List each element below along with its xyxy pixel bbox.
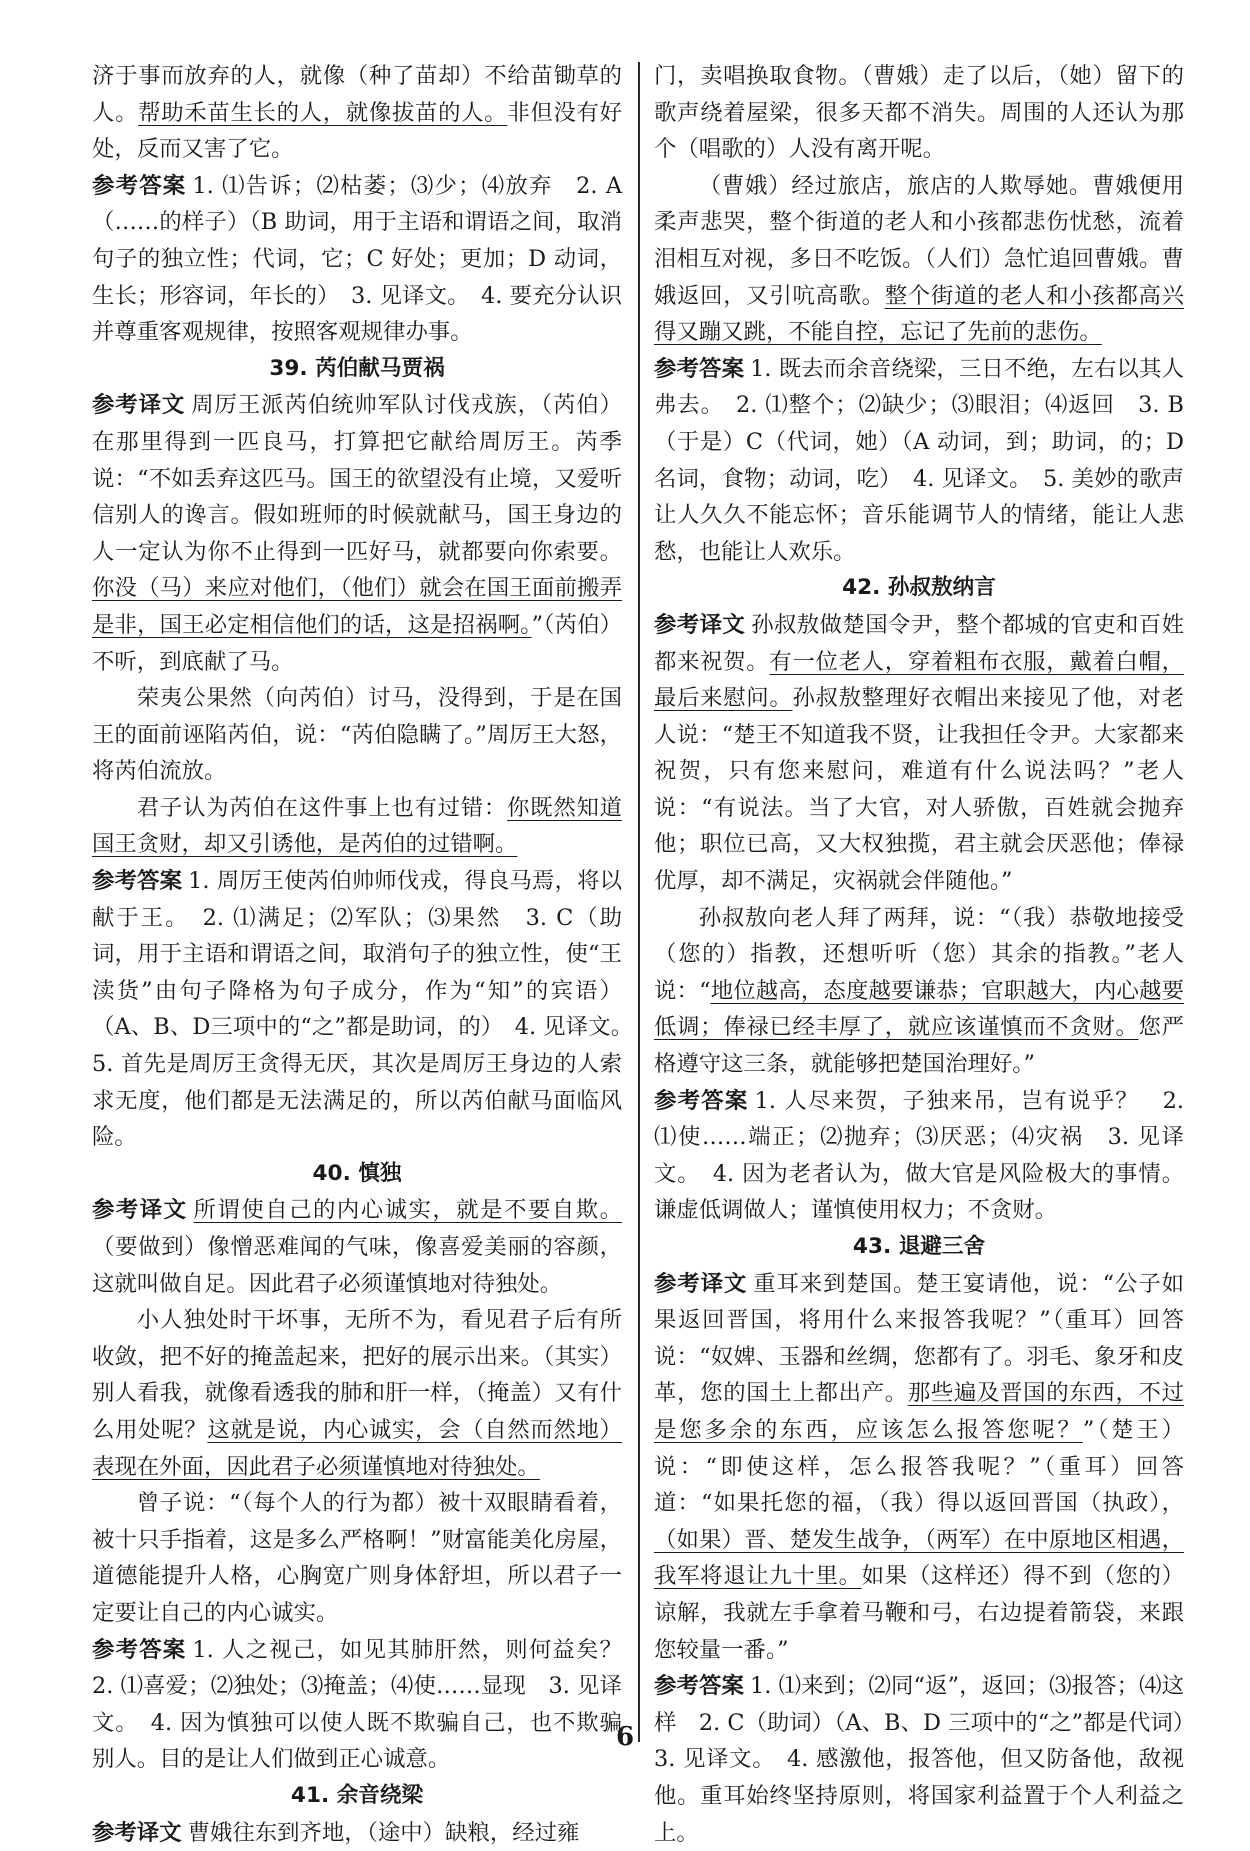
page-number: 6	[0, 1722, 1250, 1752]
section-title-40: 40. 慎独	[92, 1156, 622, 1193]
paragraph: （曹娥）经过旅店，旅店的人欺辱她。曹娥便用柔声悲哭，整个街道的老人和小孩都悲伤忧愁，流着泪相互对视，多日不吃饭。（人们）急忙追回曹娥。曹娥返回，又引吭高歌。整个街道的老人和小孩都高兴得又蹦又跳，不能自控，忘记了先前的悲伤。	[654, 168, 1184, 351]
right-column	[654, 58, 1184, 1851]
column-divider	[638, 62, 640, 1742]
translation-block: 参考译文 周厉王派芮伯统帅军队讨伐戎族，（芮伯）在那里得到一匹良马，打算把它献给周厉王。芮季说：“不如丢弃这匹马。国王的欲望没有止境，又爱听信别人的谗言。假如班师的时候就献马，国王身边的人一定认为你不止得到一匹好马，就都要向你索要。你没（马）来应对他们，（他们）就会在国王面前搬弄是非，国王必定相信他们的话，这是招祸啊。”（芮伯）不听，到底献了马。	[92, 387, 622, 680]
answer-block: 参考答案 1. 周厉王使芮伯帅师伐戎，得良马焉，将以献于王。 2. ⑴满足；⑵军队；⑶果然 3. C（助词，用于主语和谓语之间，取消句子的独立性，使“王渎货”由句子降格为句子成分，作为“知”的宾语）（A、B、D三项中的“之”都是助词，的） 4. 见译文。 5. 首先是周厉王贪得无厌，其次是周厉王身边的人索求无度，他们都是无法满足的，所以芮伯献马面临风险。	[92, 863, 622, 1156]
translation-block: 参考译文 孙叔敖做楚国令尹，整个都城的官吏和百姓都来祝贺。有一位老人，穿着粗布衣服，戴着白帽，最后来慰问。孙叔敖整理好衣帽出来接见了他，对老人说：“楚王不知道我不贤，让我担任令尹。大家都来祝贺，只有您来慰问，难道有什么说法吗？”老人说：“有说法。当了大官，对人骄傲，百姓就会抛弃他；职位已高，又大权独揽，君主就会厌恶他；俸禄优厚，却不满足，灾祸就会伴随他。”	[654, 607, 1184, 900]
paragraph: 门，卖唱换取食物。（曹娥）走了以后，（她）留下的歌声绕着屋梁，很多天都不消失。周围的人还认为那个（唱歌的）人没有离开呢。	[654, 58, 1184, 168]
answer-block: 参考答案 1. 既去而余音绕梁，三日不绝，左右以其人弗去。 2. ⑴整个；⑵缺少；⑶眼泪；⑷返回 3. B（于是）C（代词，她）（A 动词，到；助词，的；D 名词，食物；动词，吃） 4. 见译文。 5. 美妙的歌声让人久久不能忘怀；音乐能调节人的情绪，能让人悲愁，也能让人欢乐。	[654, 351, 1184, 571]
paragraph: 曾子说：“（每个人的行为都）被十双眼睛看着，被十只手指着，这是多么严格啊！”财富能美化房屋，道德能提升人格，心胸宽广则身体舒坦，所以君子一定要让自己的内心诚实。	[92, 1485, 622, 1631]
continued-translation: 济于事而放弃的人，就像（种了苗却）不给苗锄草的人。帮助禾苗生长的人，就像拔苗的人。非但没有好处，反而又害了它。	[92, 58, 622, 168]
translation-block: 参考译文 重耳来到楚国。楚王宴请他，说：“公子如果返回晋国，将用什么来报答我呢？”（重耳）回答说：“奴婢、玉器和丝绸，您都有了。羽毛、象牙和皮革，您的国土上都出产。那些遍及晋国的东西，不过是您多余的东西，应该怎么报答您呢？”（楚王）说：“即使这样，怎么报答我呢？”（重耳）回答道：“如果托您的福，（我）得以返回晋国（执政），（如果）晋、楚发生战争，（两军）在中原地区相遇，我军将退让九十里。如果（这样还）得不到（您的）谅解，我就左手拿着马鞭和弓，右边提着箭袋，来跟您较量一番。”	[654, 1266, 1184, 1669]
translation-block: 参考译文 所谓使自己的内心诚实，就是不要自欺。（要做到）像憎恶难闻的气味，像喜爱美丽的容颜，这就叫做自足。因此君子必须谨慎地对待独处。	[92, 1192, 622, 1302]
answer-block: 参考答案 1. ⑴告诉；⑵枯萎；⑶少；⑷放弃 2. A（……的样子）（B 助词，用于主语和谓语之间，取消句子的独立性；代词，它；C 好处；更加；D 动词，生长；形容词，年长的） 3. 见译文。 4. 要充分认识并尊重客观规律，按照客观规律办事。	[92, 168, 622, 351]
section-title-41: 41. 余音绕梁	[92, 1778, 622, 1815]
answer-block: 参考答案 1. ⑴来到；⑵同“返”，返回；⑶报答；⑷这样 2. C（助词）（A、B、D 三项中的“之”都是代词） 3. 见译文。 4. 感激他，报答他，但又防备他，敌视他。重耳始终坚持原则，将国家利益置于个人利益之上。	[654, 1668, 1184, 1851]
section-title-42: 42. 孙叔敖纳言	[654, 570, 1184, 607]
section-title-39: 39. 芮伯献马贾祸	[92, 351, 622, 388]
section-title-43: 43. 退避三舍	[654, 1229, 1184, 1266]
left-column	[92, 58, 622, 1851]
paragraph: 孙叔敖向老人拜了两拜，说：“（我）恭敬地接受（您的）指教，还想听听（您）其余的指教。”老人说：“地位越高，态度越要谦恭；官职越大，内心越要低调；俸禄已经丰厚了，就应该谨慎而不贪财。您严格遵守这三条，就能够把楚国治理好。”	[654, 900, 1184, 1083]
translation-block: 参考译文 曹娥往东到齐地，（途中）缺粮，经过雍	[92, 1815, 622, 1851]
answer-block: 参考答案 1. 人尽来贺，子独来吊，岂有说乎？ 2. ⑴使……端正；⑵抛弃；⑶厌恶；⑷灾祸 3. 见译文。 4. 因为老者认为，做大官是风险极大的事情。谦虚低调做人；谨慎使用权力；不贪财。	[654, 1083, 1184, 1229]
paragraph: 君子认为芮伯在这件事上也有过错：你既然知道国王贪财，却又引诱他，是芮伯的过错啊。	[92, 790, 622, 863]
answer-block: 参考答案 1. 人之视己，如见其肺肝然，则何益矣？ 2. ⑴喜爱；⑵独处；⑶掩盖；⑷使……显现 3. 见译文。 4. 因为慎独可以使人既不欺骗自己，也不欺骗别人。目的是让人们做到正心诚意。	[92, 1632, 622, 1778]
paragraph: 小人独处时干坏事，无所不为，看见君子后有所收敛，把不好的掩盖起来，把好的展示出来。（其实）别人看我，就像看透我的肺和肝一样，（掩盖）又有什么用处呢？这就是说，内心诚实，会（自然而然地）表现在外面，因此君子必须谨慎地对待独处。	[92, 1302, 622, 1485]
paragraph: 荣夷公果然（向芮伯）讨马，没得到，于是在国王的面前诬陷芮伯，说：“芮伯隐瞒了。”周厉王大怒，将芮伯流放。	[92, 680, 622, 790]
